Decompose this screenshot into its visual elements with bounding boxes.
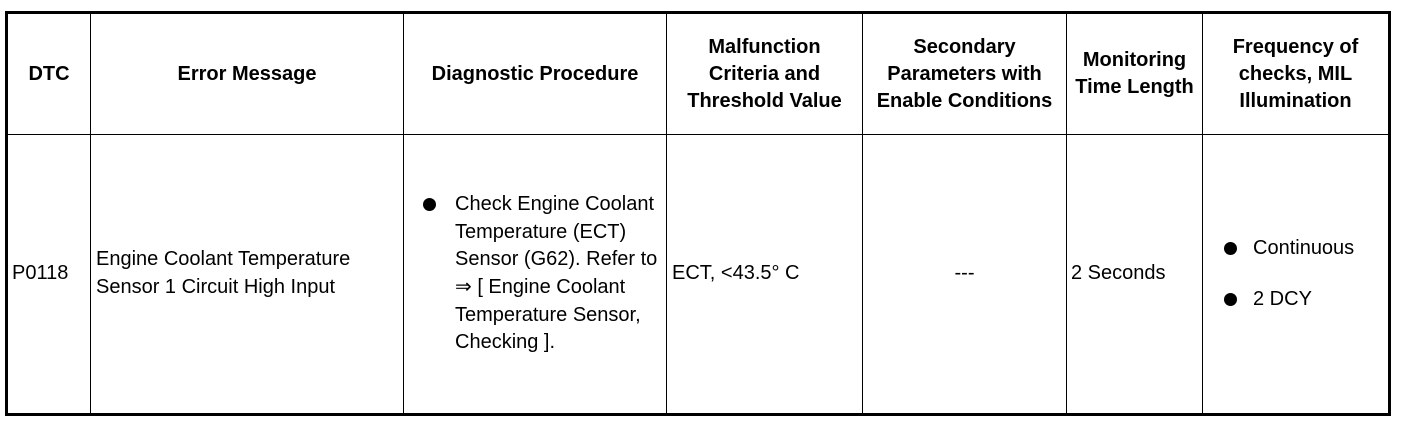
cell-secondary-parameters: --- <box>863 135 1067 415</box>
cell-error-message <box>91 135 404 415</box>
header-dtc: DTC <box>7 13 91 135</box>
cell-diagnostic-procedure <box>404 135 667 415</box>
list-item <box>455 191 664 357</box>
list-item <box>1253 235 1388 263</box>
table-row <box>7 135 1390 415</box>
cell-frequency <box>1203 135 1390 415</box>
header-malfunction-criteria <box>667 13 863 135</box>
header-frequency <box>1203 13 1390 135</box>
frequency-list <box>1203 235 1388 313</box>
bullet-icon <box>423 198 436 211</box>
bullet-icon <box>1224 293 1237 306</box>
dtc-table <box>5 11 1391 416</box>
frequency-item: Continuous <box>1253 236 1355 259</box>
cell-error-message-text: Engine Coolant Temperature Sensor 1 Circuit High Input <box>96 248 351 298</box>
header-frequency-text: Frequency of checks, MIL Illumination <box>1232 35 1359 112</box>
header-monitoring-time <box>1067 13 1203 135</box>
header-error-message: Error Message <box>91 13 404 135</box>
bullet-icon <box>1224 242 1237 255</box>
cell-malfunction-criteria: ECT, <43.5° C <box>667 135 863 415</box>
cell-dtc: P0118 <box>7 135 91 415</box>
header-malfunction-criteria-text: Malfunction Criteria and Threshold Value <box>687 35 842 112</box>
table-header-row <box>7 13 1390 135</box>
header-diagnostic-procedure: Diagnostic Procedure <box>404 13 667 135</box>
cell-monitoring-time: 2 Seconds <box>1067 135 1203 415</box>
frequency-item: 2 DCY <box>1253 287 1312 310</box>
header-secondary-parameters <box>863 13 1067 135</box>
header-secondary-parameters-text: Secondary Parameters with Enable Conditions <box>876 35 1053 112</box>
procedure-list <box>404 191 666 357</box>
header-monitoring-time-text: Monitoring Time Length <box>1075 49 1194 98</box>
list-item <box>1253 286 1388 314</box>
procedure-text: Check Engine Coolant Temperature (ECT) Sensor (G62). Refer to ⇒ [ Engine Coolant Temperature Sensor, Checking ]. <box>455 193 658 354</box>
